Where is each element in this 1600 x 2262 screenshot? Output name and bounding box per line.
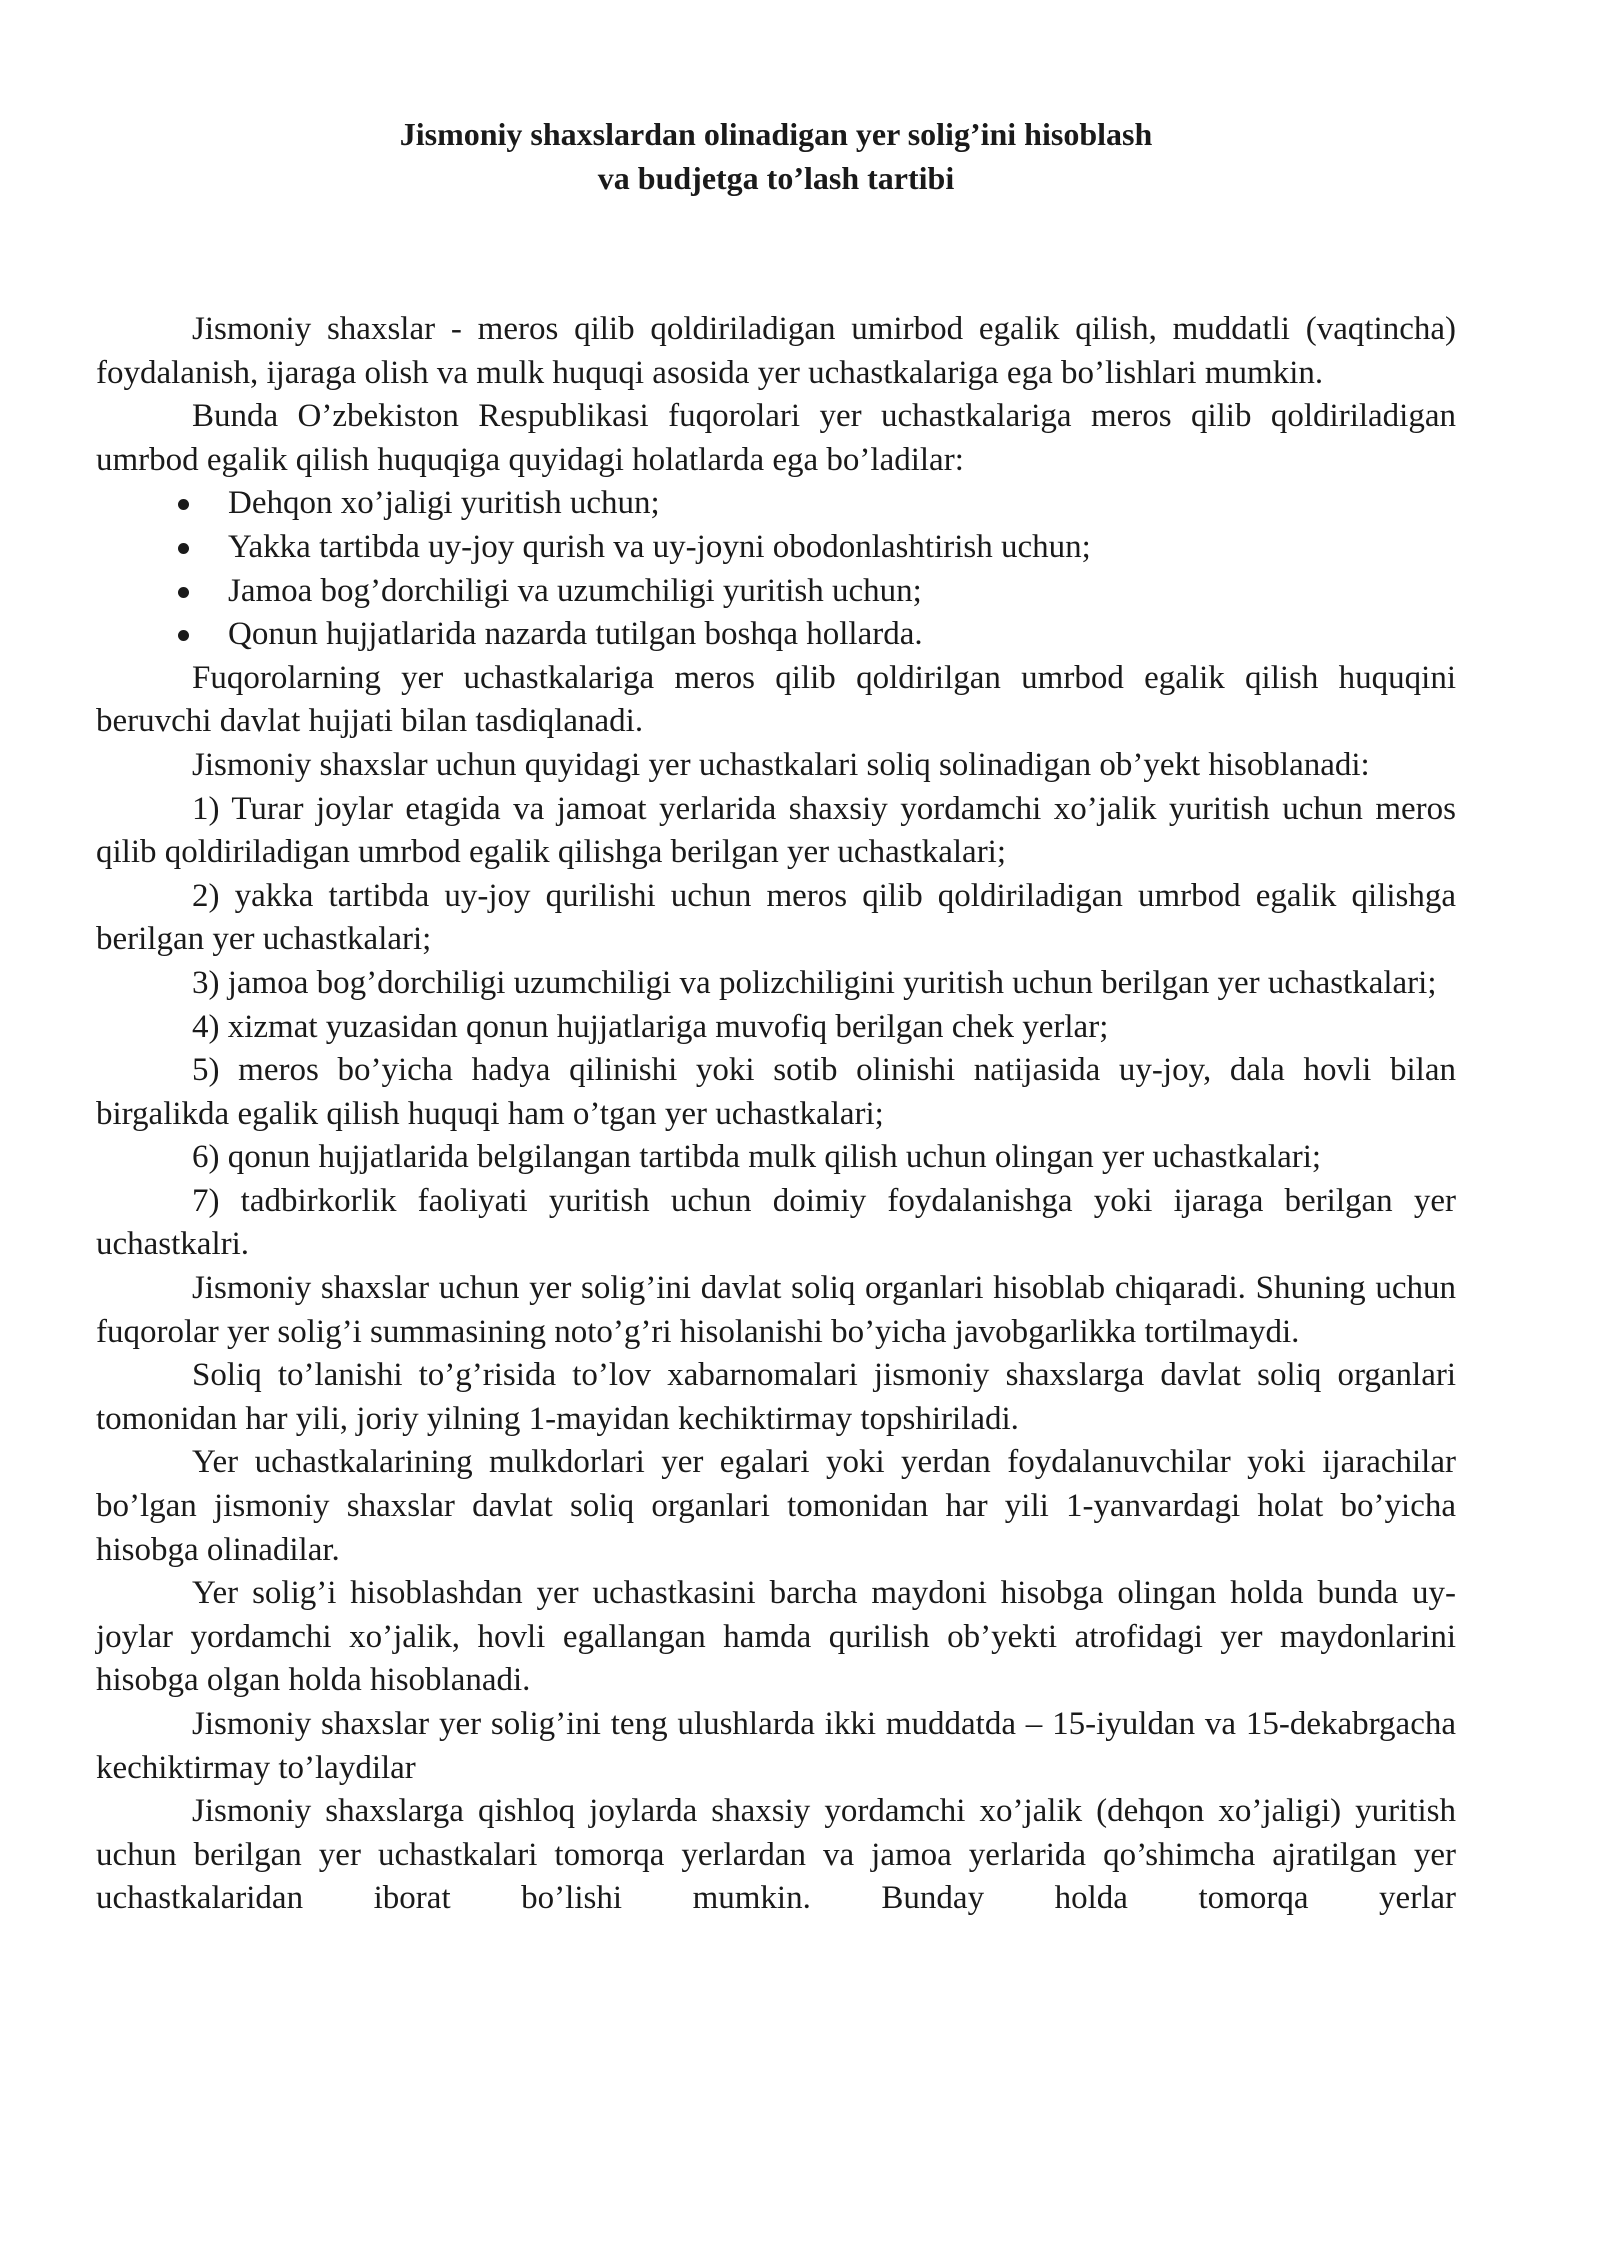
paragraph: Jismoniy shaxslar yer solig’ini teng ulushlarda ikki muddatda – 15-iyuldan va 15-dekabrgacha kechiktirmay to’laydilar [96, 1706, 1456, 1786]
paragraph: Jismoniy shaxslar - meros qilib qoldiriladigan umirbod egalik qilish, muddatli (vaqtincha) foydalanish, ijaraga olish va mulk huquqi asosida yer uchastkalariga ega bo’lishlari mumkin. [96, 311, 1456, 391]
numbered-item: 4) xizmat yuzasidan qonun hujjatlariga muvofiq berilgan chek yerlar; [192, 1008, 1109, 1045]
list-item [96, 526, 1456, 570]
document-page [96, 112, 1456, 1921]
bullet-list [96, 482, 1456, 656]
title-line-1: Jismoniy shaxslardan olinadigan yer solig’ini hisoblash [399, 116, 1153, 152]
paragraph: Soliq to’lanishi to’g’risida to’lov xabarnomalari jismoniy shaxslarga davlat soliq organlari tomonidan har yili, joriy yilning 1-mayidan kechiktirmay topshiriladi. [96, 1357, 1456, 1437]
bullet-icon [178, 499, 189, 510]
numbered-item: 7) tadbirkorlik faoliyati yuritish uchun doimiy foydalanishga yoki ijaraga berilgan yer uchastkalri. [96, 1182, 1456, 1263]
paragraph: Yer solig’i hisoblashdan yer uchastkasini barcha maydoni hisobga olingan holda bunda uy-joylar yordamchi xo’jalik, hovli egallangan hamda qurilish ob’yekti atrofidagi yer maydonlarini hisobga olgan holda hisoblanadi. [96, 1575, 1456, 1699]
document-title [96, 112, 1456, 200]
list-item-text: Jamoa bog’dorchiligi va uzumchiligi yuritish uchun; [228, 572, 922, 609]
paragraph: Yer uchastkalarining mulkdorlari yer egalari yoki yerdan foydalanuvchilar yoki ijarachilar bo’lgan jismoniy shaxslar davlat soliq organlari tomonidan har yili 1-yanvardagi holat bo’yicha hisobga olinadilar. [96, 1444, 1456, 1568]
list-item [96, 613, 1456, 657]
bullet-icon [178, 587, 189, 598]
numbered-item: 1) Turar joylar etagida va jamoat yerlarida shaxsiy yordamchi xo’jalik yuritish uchun meros qilib qoldiriladigan umrbod egalik qilishga berilgan yer uchastkalari; [96, 790, 1456, 871]
paragraph: Jismoniy shaxslarga qishloq joylarda shaxsiy yordamchi xo’jalik (dehqon xo’jaligi) yuritish uchun berilgan yer uchastkalari tomorqa yerlardan va jamoa yerlarida qo’shimcha ajratilgan yer uchastkalaridan iborat bo’lishi mumkin. Bunday holda tomorqa yerlar [96, 1793, 1456, 1917]
bullet-icon [178, 543, 189, 554]
document-body [96, 308, 1456, 1921]
paragraph: Jismoniy shaxslar uchun yer solig’ini davlat soliq organlari hisoblab chiqaradi. Shuning uchun fuqorolar yer solig’i summasining noto’g’ri hisolanishi bo’yicha javobgarlikka tortilmaydi. [96, 1270, 1456, 1350]
numbered-item: 2) yakka tartibda uy-joy qurilishi uchun meros qilib qoldiriladigan umrbod egalik qilishga berilgan yer uchastkalari; [96, 877, 1456, 958]
paragraph: Jismoniy shaxslar uchun quyidagi yer uchastkalari soliq solinadigan ob’yekt hisoblanadi: [192, 746, 1370, 783]
numbered-item: 3) jamoa bog’dorchiligi uzumchiligi va polizchiligini yuritish uchun berilgan yer uchastkalari; [192, 964, 1437, 1001]
list-item [96, 570, 1456, 614]
numbered-item: 6) qonun hujjatlarida belgilangan tartibda mulk qilish uchun olingan yer uchastkalari; [192, 1139, 1322, 1176]
list-item-text: Dehqon xo’jaligi yuritish uchun; [228, 485, 660, 522]
list-item-text: Qonun hujjatlarida nazarda tutilgan boshqa hollarda. [228, 616, 923, 653]
numbered-item: 5) meros bo’yicha hadya qilinishi yoki sotib olinishi natijasida uy-joy, dala hovli bilan birgalikda egalik qilish huquqi ham o’tgan yer uchastkalari; [96, 1052, 1456, 1132]
paragraph: Bunda O’zbekiston Respublikasi fuqorolari yer uchastkalariga meros qilib qoldiriladigan umrbod egalik qilish huquqiga quyidagi holatlarda ega bo’ladilar: [96, 398, 1456, 478]
paragraph: Fuqorolarning yer uchastkalariga meros qilib qoldirilgan umrbod egalik qilish huquqini beruvchi davlat hujjati bilan tasdiqlanadi. [96, 659, 1456, 740]
list-item [96, 482, 1456, 526]
bullet-icon [178, 630, 189, 641]
title-line-2: va budjetga to’lash tartibi [597, 160, 955, 196]
list-item-text: Yakka tartibda uy-joy qurish va uy-joyni obodonlashtirish uchun; [228, 528, 1091, 565]
